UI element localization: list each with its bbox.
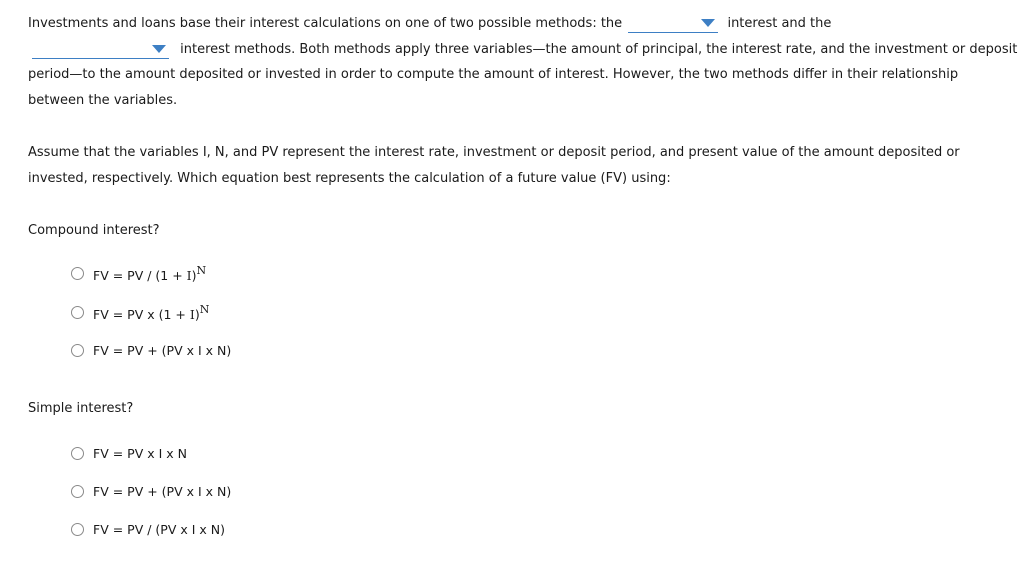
- method-dropdown-1[interactable]: [628, 14, 718, 33]
- simple-option-1[interactable]: [71, 443, 187, 463]
- paragraph1-line2-after: interest methods. Both methods apply three variables—the amount of principal, the interest rate, and the investment or deposit: [180, 42, 1018, 57]
- simple-option-2[interactable]: [71, 481, 231, 501]
- method-dropdown-2[interactable]: [32, 40, 169, 59]
- simple-option-3[interactable]: [71, 519, 225, 539]
- radio-button[interactable]: [71, 485, 84, 498]
- radio-button[interactable]: [71, 306, 84, 319]
- paragraph1-line4: between the variables.: [28, 93, 178, 108]
- simple-option-2-label: FV = PV + (PV x I x N): [93, 483, 232, 499]
- paragraph2-line2: invested, respectively. Which equation best represents the calculation of a future value (FV) using:: [28, 171, 671, 186]
- chevron-down-icon: [152, 45, 166, 53]
- compound-option-2-label: FV = PV x $(1 + I)^N$: [93, 302, 210, 322]
- paragraph1-line1: [28, 14, 831, 33]
- simple-option-1-label: FV = PV x I x N: [93, 445, 187, 461]
- paragraph1-line1-after: interest and the: [727, 16, 832, 31]
- simple-question: Simple interest?: [28, 401, 134, 416]
- compound-option-1[interactable]: [71, 263, 206, 283]
- paragraph1-line3: period—to the amount deposited or invested in order to compute the amount of interest. However, the two methods differ in their relationship: [28, 67, 959, 82]
- paragraph1-line1-before: Investments and loans base their interest calculations on one of two possible methods: the: [28, 16, 623, 31]
- radio-button[interactable]: [71, 447, 84, 460]
- compound-option-3[interactable]: [71, 340, 231, 360]
- compound-option-2[interactable]: [71, 302, 209, 322]
- compound-option-3-label: FV = PV + (PV x I x N): [93, 342, 232, 358]
- simple-option-3-label: FV = PV / (PV x I x N): [93, 521, 225, 537]
- radio-button[interactable]: [71, 267, 84, 280]
- paragraph2-line1: Assume that the variables I, N, and PV represent the interest rate, investment or deposit period, and present value of the amount deposited or: [28, 145, 960, 160]
- radio-button[interactable]: [71, 344, 84, 357]
- chevron-down-icon: [701, 19, 715, 27]
- compound-question: Compound interest?: [28, 223, 160, 238]
- compound-option-1-label: FV = PV / $(1 + I)^N$: [93, 263, 207, 283]
- radio-button[interactable]: [71, 523, 84, 536]
- paragraph1-line2: [32, 40, 1017, 59]
